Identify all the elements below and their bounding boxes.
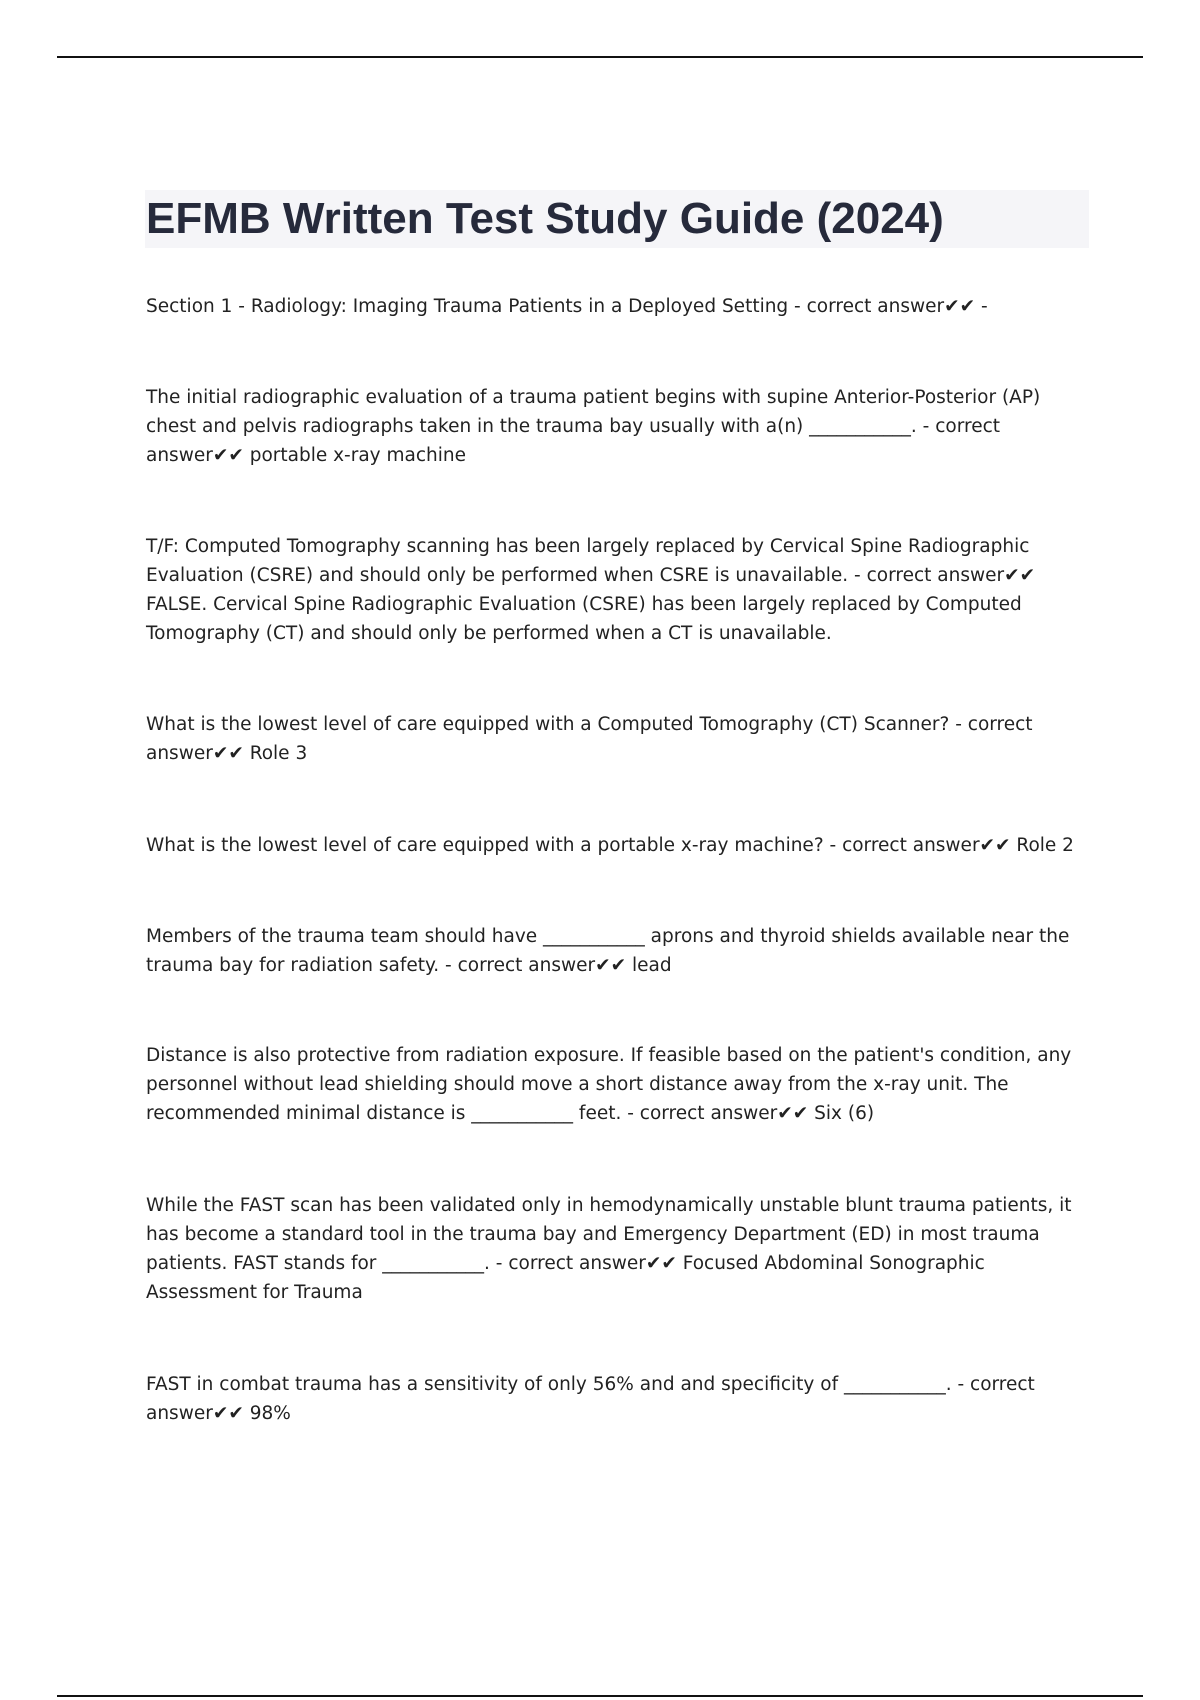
bottom-divider [57, 1695, 1143, 1697]
question-item: FAST in combat trauma has a sensitivity of only 56% and and specificity of ___________. - correct answer✔✔ 98% [146, 1374, 1035, 1424]
section-heading: Section 1 - Radiology: Imaging Trauma Patients in a Deployed Setting - correct answer✔✔ - [146, 296, 988, 317]
question-item: While the FAST scan has been validated only in hemodynamically unstable blunt trauma patients, it has become a standard tool in the trauma bay and Emergency Department (ED) in most trauma patients. FAST stands for ___________. - correct answer✔✔ Focused Abdominal Sonographic Assessment for Trauma [146, 1195, 1072, 1303]
question-item: Distance is also protective from radiation exposure. If feasible based on the patient's condition, any personnel without lead shielding should move a short distance away from the x-ray unit. The recommended minimal distance is ___________ feet. - correct answer✔✔ Six (6) [146, 1045, 1072, 1124]
question-item: What is the lowest level of care equipped with a Computed Tomography (CT) Scanner? - correct answer✔✔ Role 3 [146, 714, 1033, 764]
top-divider [57, 56, 1143, 58]
question-item: Members of the trauma team should have ___________ aprons and thyroid shields available near the trauma bay for radiation safety. - correct answer✔✔ lead [146, 926, 1070, 976]
question-item: The initial radiographic evaluation of a trauma patient begins with supine Anterior-Posterior (AP) chest and pelvis radiographs taken in the trauma bay usually with a(n) ___________. - correct answer✔✔ portable x-ray machine [146, 387, 1041, 466]
question-item: T/F: Computed Tomography scanning has been largely replaced by Cervical Spine Radiographic Evaluation (CSRE) and should only be performed when CSRE is unavailable. - correct answer✔✔ FALSE. Cervical Spine Radiographic Evaluation (CSRE) has been largely replaced by Computed Tomography (CT) and should only be performed when a CT is unavailable. [146, 536, 1036, 644]
page-title: EFMB Written Test Study Guide (2024) [146, 194, 944, 243]
question-item: What is the lowest level of care equipped with a portable x-ray machine? - correct answer✔✔ Role 2 [146, 835, 1074, 856]
